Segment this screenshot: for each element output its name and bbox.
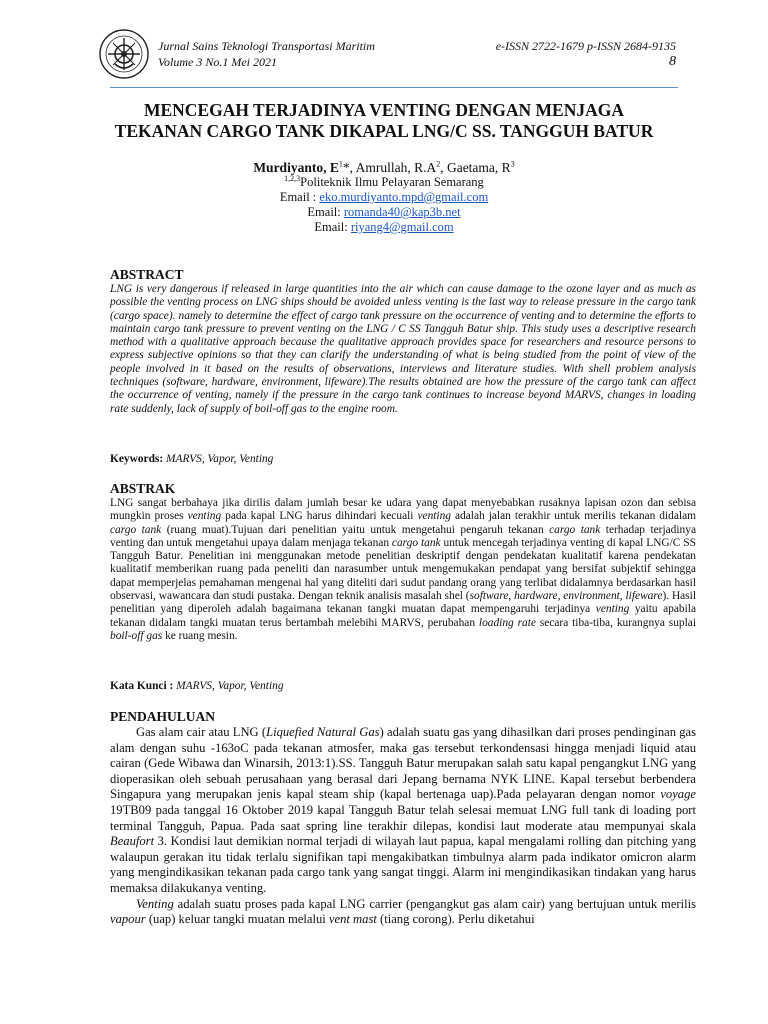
paper-title-line-1: MENCEGAH TERJADINYA VENTING DENGAN MENJAGA <box>143 100 624 120</box>
abstract-en-section <box>110 267 696 416</box>
paper-title <box>108 100 660 142</box>
email-link-1[interactable]: eko.murdiyanto.mpd@gmail.com <box>319 190 489 204</box>
email-label: Email: <box>314 220 351 234</box>
introduction-section <box>110 709 696 928</box>
journal-logo-icon <box>98 28 150 80</box>
abstract-id-section <box>110 481 696 643</box>
introduction-paragraph-2: Venting adalah suatu proses pada kapal LNG carrier (pengangkut gas alam cair) yang bertujuan untuk merilis vapour (uap) keluar tangki muatan melalui vent mast (tiang corong). Perlu diketahui <box>110 896 696 927</box>
author-1-affil: 1 <box>338 159 343 169</box>
abstract-id-text: LNG sangat berbahaya jika dirilis dalam jumlah besar ke udara yang dapat menyebabkan rusaknya lapisan ozon dan sebisa mungkin proses venting pada kapal LNG harus dihindari kecuali venting adalah jalan terakhir untuk merilis tekanan didalam cargo tank (ruang muat).Tujuan dari penelitian yaitu untuk mengetahui pengaruh tekanan cargo tank terhadap terjadinya venting dan untuk mengetahui upaya dalam menjaga tekanan cargo tank untuk mencegah terjadinya venting di kapal LNG/C SS Tangguh Batur. Penelitian ini menggunakan metode penelitian deskriptif dengan pendekatan kualitatif karena pendekatan kualitatif memberikan ruang pada peneliti dan narasumber untuk mengemukakan pendapat yang bersifat subjektif sehingga dapat memperjelas pemahaman mengenai hal yang diteliti dari sudut pandang orang yang terlibat didalamnya berdasarkan hasil observasi, wawancara dan studi pustaka. Dengan teknik analisis masalah shel (software, hardware, environment, lifeware). Hasil penelitian yang diperoleh adalah bagaimana tekanan tangki muatan dapat mempengaruhi terjadinya venting yaitu apabila tekanan didalam tangki muatan terus bertambah melebihi MARVS, perubahan loading rate secara tiba-tiba, kurangnya suplai boil-off gas ke ruang mesin. <box>110 497 696 642</box>
keywords-en-values: MARVS, Vapor, Venting <box>166 453 274 465</box>
introduction-paragraph-1: Gas alam cair atau LNG (Liquefied Natural Gas) adalah suatu gas yang dihasilkan dari proses pendinginan gas alam dengan suhu -163oC pada tekanan atmosfer, maka gas tersebut terkondensasi hingga menjadi liquid atau cairan (Gede Wibawa dan Winarsih, 2013:1).SS. Tangguh Batur merupakan salah satu kapal pengangkut LNG yang dioperasikan oleh sebuah perusahaan yang berasal dari Jepang bernama NYK LINE. Kapal tersebut berbendera Singapura yang merupakan jenis kapal steam ship (kapal bertenaga uap).Pada pelayaran dengan nomor voyage 19TB09 pada tanggal 16 Oktober 2019 kapal Tangguh Batur telah selesai memuat LNG full tank di loading port terminal Tangguh, Papua. Pada saat spring line terakhir dilepas, kondisi laut moderate atau mempunyai skala Beaufort 3. Kondisi laut demikian normal terjadi di wilayah laut papua, kapal mengalami rolling dan pitching yang walaupun gerakan itu tidak terlalu signifikan tapi mengakibatkan timbulnya alarm pada indikator omicron alarm yang mengindikasikan tekanan pada cargo tank yang sangat tinggi. Alarm ini mengindikasikan tindakan yang harus memaksa dilakukanya venting. <box>110 725 697 895</box>
paper-title-line-2: TEKANAN CARGO TANK DIKAPAL LNG/C SS. TANGGUH BATUR <box>114 121 654 141</box>
keywords-en <box>110 453 696 466</box>
author-2: , Amrullah, R.A <box>349 160 437 175</box>
email-list <box>108 190 660 235</box>
keywords-en-label: Keywords: <box>110 453 164 465</box>
author-list <box>108 159 660 176</box>
journal-name: Jurnal Sains Teknologi Transportasi Maritim <box>158 39 375 53</box>
affiliation-sup: 1,2,3 <box>284 173 301 183</box>
email-row-3 <box>108 220 660 235</box>
keywords-id-values: MARVS, Vapor, Venting <box>176 680 284 692</box>
header-divider <box>110 87 678 88</box>
author-3-affil: 3 <box>510 159 515 169</box>
affiliation <box>108 175 660 190</box>
journal-header-left <box>158 38 375 70</box>
journal-header-right <box>496 38 676 70</box>
abstract-en-heading: ABSTRACT <box>110 267 184 282</box>
keywords-id-label: Kata Kunci : <box>110 680 174 692</box>
journal-issn: e-ISSN 2722-1679 p-ISSN 2684-9135 <box>495 39 676 53</box>
journal-volume: Volume 3 No.1 Mei 2021 <box>158 55 277 69</box>
email-label: Email: <box>307 205 344 219</box>
introduction-heading: PENDAHULUAN <box>110 709 216 724</box>
author-2-affil: 2 <box>436 159 441 169</box>
email-link-2[interactable]: romanda40@kap3b.net <box>343 205 461 219</box>
page-number: 8 <box>669 54 676 69</box>
email-row-1 <box>108 190 660 205</box>
email-link-3[interactable]: riyang4@gmail.com <box>350 220 454 234</box>
abstract-en-text: LNG is very dangerous if released in large quantities into the air which can cause damage to the ozone layer and as much as possible the venting process on LNG ships should be avoided unless venting is the last way to release pressure in the cargo tank (cargo space). namely to determine the effect of cargo tank pressure on the occurrence of venting and to determine the efforts to maintain cargo tank pressure to prevent venting on the LNG / C SS Tangguh Batur ship. This study uses a descriptive research method with a qualitative approach because the qualitative approach provides space for researchers and resource persons to express subjective opinions so that they can clarify the understanding of what is being studied from the point of view of the people involved in it based on the results of observations, interviews and literature studies. With shell problem analysis techniques (software, hardware, environment, lifeware).The results obtained are how the pressure of the cargo tank can affect the occurrence of venting, namely if the pressure in the cargo tank continues to increase beyond MARVS, changes in loading rate suddenly, lack of supply of boil-off gas to the engine room. <box>110 283 696 415</box>
author-3: , Gaetama, R <box>440 160 511 175</box>
corresponding-mark: * <box>342 160 350 175</box>
email-row-2 <box>108 205 660 220</box>
keywords-id <box>110 680 696 693</box>
affiliation-name: Politeknik Ilmu Pelayaran Semarang <box>300 175 484 189</box>
author-1: Murdiyanto, E <box>253 160 339 175</box>
abstract-id-heading: ABSTRAK <box>110 481 176 496</box>
email-label: Email : <box>279 190 320 204</box>
